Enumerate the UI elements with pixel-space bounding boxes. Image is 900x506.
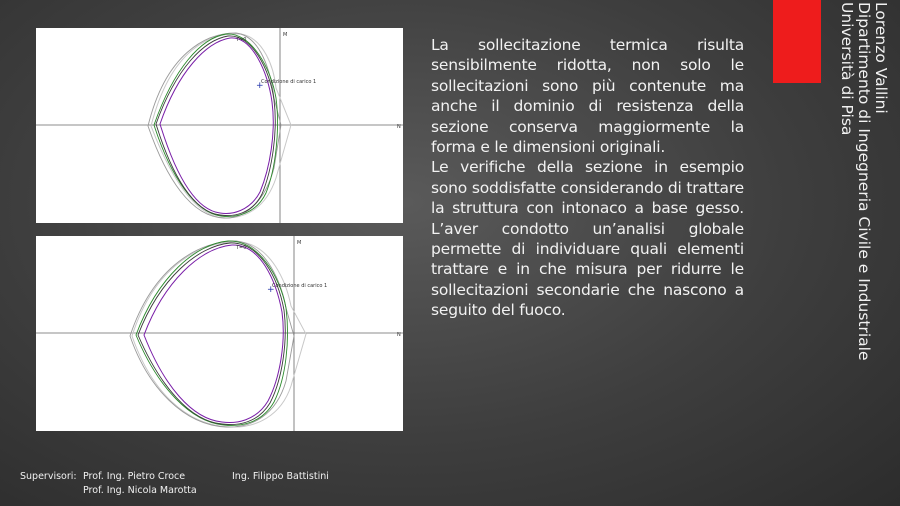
domain-curve-dark xyxy=(138,243,285,425)
accent-red-bar xyxy=(773,0,821,83)
slide-body-text xyxy=(431,35,744,321)
n-axis-label: N xyxy=(397,332,401,338)
interaction-domain-chart-bottom xyxy=(36,236,403,431)
university-name: Università di Pisa xyxy=(838,2,856,136)
supervisor-name-extra: Ing. Filippo Battistini xyxy=(232,471,329,482)
paragraph-stress-reduction: La sollecitazione termica risulta sensibilmente ridotta, non solo le sollecitazioni sono più contenute ma anche il dominio di resistenza della sezione conserva maggiormente la forma e le dimensioni originali. xyxy=(431,36,744,157)
m-axis-label: M xyxy=(283,32,288,38)
supervisors-label: Supervisori: xyxy=(20,471,77,482)
load-point-label: Condizione di carico 1 xyxy=(272,283,328,289)
department-name: Dipartimento di Ingegneria Civile e Industriale xyxy=(855,2,873,361)
load-point-marker: + xyxy=(256,81,264,91)
interaction-domain-chart-top xyxy=(36,28,403,223)
curve-label: T=0 xyxy=(236,245,247,251)
domain-curve-cold xyxy=(151,34,291,218)
n-axis-label: N xyxy=(397,124,401,130)
supervisor-name: Prof. Ing. Pietro Croce xyxy=(83,471,186,482)
paragraph-verification: Le verifiche della sezione in esempio sono soddisfatte considerando di trattare la struttura con intonaco a base gesso. L’aver condotto un’analisi globale permette di individuare quali elementi trattare e in che misura per ridurre le sollecitazioni secondarie che nascono a seguito del fuoco. xyxy=(431,158,744,320)
domain-curve-dark xyxy=(156,36,275,216)
author-name: Lorenzo Vallini xyxy=(872,2,890,114)
curve-label: T=0 xyxy=(236,37,247,43)
load-point-marker: + xyxy=(267,285,275,295)
supervisor-name: Prof. Ing. Nicola Marotta xyxy=(83,485,197,496)
load-point-label: Condizione di carico 1 xyxy=(261,79,317,85)
author-affiliation xyxy=(838,2,889,361)
domain-curve-cold xyxy=(132,242,306,427)
m-axis-label: M xyxy=(297,240,302,246)
